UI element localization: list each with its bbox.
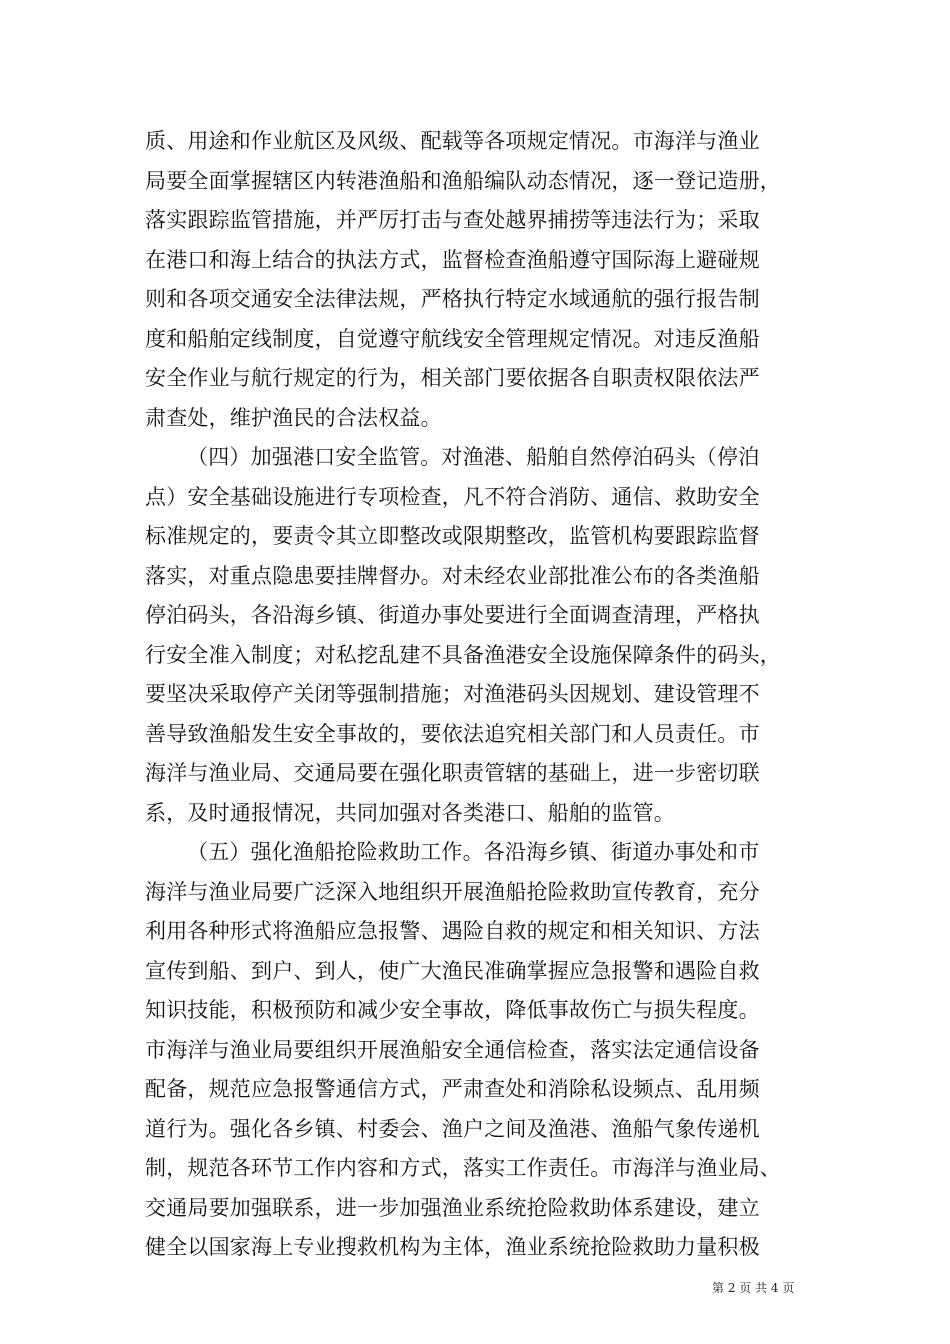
text-line: 则和各项交通安全法律法规，严格执行特定水域通航的强行报告制 bbox=[145, 287, 760, 311]
text-line: 制，规范各环节工作内容和方式，落实工作责任。市海洋与渔业局、 bbox=[145, 1156, 781, 1180]
text-line: 健全以国家海上专业搜救机构为主体，渔业系统抢险救助力量积极 bbox=[145, 1235, 760, 1259]
paragraph-heading-line: （五）强化渔船抢险救助工作。各沿海乡镇、街道办事处和市 bbox=[187, 840, 760, 864]
text-line: 落实跟踪监管措施，并严厉打击与查处越界捕捞等违法行为；采取 bbox=[145, 208, 760, 232]
text-line: 交通局要加强联系，进一步加强渔业系统抢险救助体系建设，建立 bbox=[145, 1196, 760, 1220]
text-line: 在港口和海上结合的执法方式，监督检查渔船遵守国际海上避碰规 bbox=[145, 248, 760, 272]
text-line: 配备，规范应急报警通信方式，严肃查处和消除私设频点、乱用频 bbox=[145, 1077, 760, 1101]
text-line: 海洋与渔业局要广泛深入地组织开展渔船抢险救助宣传教育，充分 bbox=[145, 880, 760, 904]
text-line: 宣传到船、到户、到人，使广大渔民准确掌握应急报警和遇险自救 bbox=[145, 959, 760, 983]
text-line: 道行为。强化各乡镇、村委会、渔户之间及渔港、渔船气象传递机 bbox=[145, 1117, 760, 1141]
text-line: 要坚决采取停产关闭等强制措施；对渔港码头因规划、建设管理不 bbox=[145, 682, 760, 706]
text-line: 市海洋与渔业局要组织开展渔船安全通信检查，落实法定通信设备 bbox=[145, 1038, 760, 1062]
text-line: 利用各种形式将渔船应急报警、遇险自救的规定和相关知识、方法 bbox=[145, 919, 760, 943]
text-line: 点）安全基础设施进行专项检查，凡不符合消防、通信、救助安全 bbox=[145, 485, 760, 509]
text-line: 海洋与渔业局、交通局要在强化职责管辖的基础上，进一步密切联 bbox=[145, 761, 760, 785]
text-line: 落实，对重点隐患要挂牌督办。对未经农业部批准公布的各类渔船 bbox=[145, 564, 760, 588]
text-line: 系，及时通报情况，共同加强对各类港口、船舶的监管。 bbox=[145, 801, 675, 825]
text-line: 知识技能，积极预防和减少安全事故，降低事故伤亡与损失程度。 bbox=[145, 998, 760, 1022]
text-line: 善导致渔船发生安全事故的，要依法追究相关部门和人员责任。市 bbox=[145, 722, 760, 746]
page-number-footer: 第 2 页 共 4 页 bbox=[712, 1281, 795, 1295]
text-line: 肃查处，维护渔民的合法权益。 bbox=[145, 406, 442, 430]
text-line: 标准规定的，要责令其立即整改或限期整改，监管机构要跟踪监督 bbox=[145, 524, 760, 548]
text-line: 度和船舶定线制度，自觉遵守航线安全管理规定情况。对违反渔船 bbox=[145, 327, 760, 351]
text-line: 局要全面掌握辖区内转港渔船和渔船编队动态情况，逐一登记造册， bbox=[145, 169, 781, 193]
text-line: 行安全准入制度；对私挖乱建不具备渔港安全设施保障条件的码头， bbox=[145, 643, 781, 667]
paragraph-heading-line: （四）加强港口安全监管。对渔港、船舶自然停泊码头（停泊 bbox=[187, 445, 760, 469]
text-line: 质、用途和作业航区及风级、配载等各项规定情况。市海洋与渔业 bbox=[145, 129, 760, 153]
text-line: 停泊码头，各沿海乡镇、街道办事处要进行全面调查清理，严格执 bbox=[145, 603, 760, 627]
text-line: 安全作业与航行规定的行为，相关部门要依据各自职责权限依法严 bbox=[145, 366, 760, 390]
